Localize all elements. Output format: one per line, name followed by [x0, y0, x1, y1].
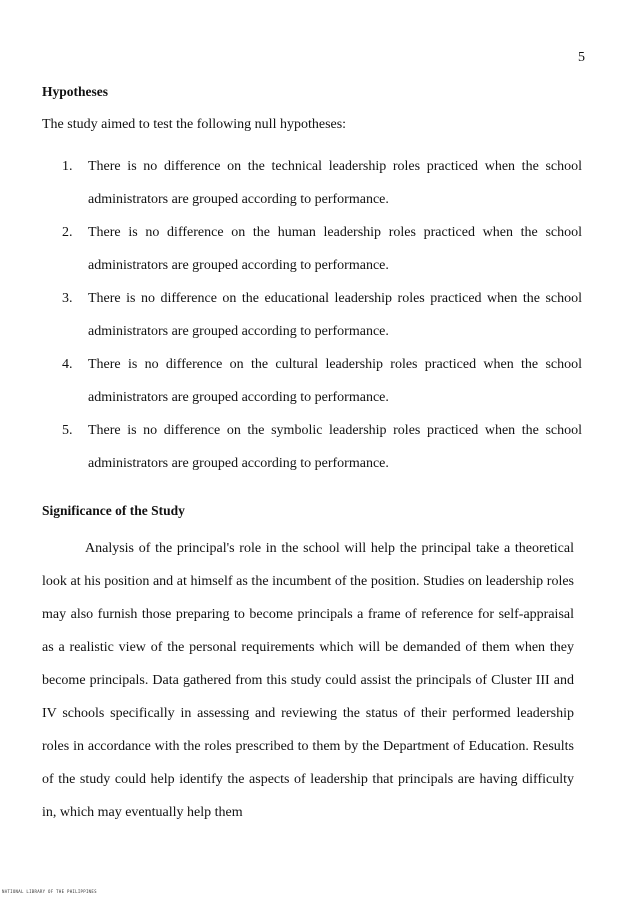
hypothesis-item: [42, 348, 582, 414]
significance-heading: Significance of the Study: [42, 503, 185, 518]
page-number: 5: [578, 50, 585, 65]
hypothesis-text: There is no difference on the educational leadership roles practiced when the school administrators are grouped according to performance.: [88, 291, 582, 339]
hypothesis-number: 3.: [62, 291, 73, 306]
hypothesis-text: There is no difference on the human leadership roles practiced when the school administrators are grouped according to performance.: [88, 225, 582, 273]
hypotheses-list: [42, 150, 582, 480]
hypotheses-heading: Hypotheses: [42, 84, 109, 99]
hypothesis-number: 5.: [62, 423, 73, 438]
hypothesis-text: There is no difference on the cultural leadership roles practiced when the school administrators are grouped according to performance.: [88, 357, 582, 405]
significance-paragraph: Analysis of the principal's role in the school will help the principal take a theoretical look at his position and at himself as the incumbent of the position. Studies on leadership roles may also furnish those preparing to become principals a frame of reference for self-appraisal as a realistic view of the personal requirements which will be demanded of them when they become principals. Data gathered from this study could assist the principals of Cluster III and IV schools specifically in assessing and reviewing the status of their performed leadership roles in accordance with the roles prescribed to them by the Department of Education. Results of the study could help identify the aspects of leadership that principals are having difficulty in, which may eventually help them: [42, 541, 574, 820]
hypothesis-text: There is no difference on the technical leadership roles practiced when the school administrators are grouped according to performance.: [88, 159, 582, 207]
hypothesis-item: [42, 150, 582, 216]
hypothesis-number: 2.: [62, 225, 73, 240]
hypothesis-text: There is no difference on the symbolic leadership roles practiced when the school administrators are grouped according to performance.: [88, 423, 582, 471]
hypothesis-number: 4.: [62, 357, 73, 372]
hypothesis-number: 1.: [62, 159, 73, 174]
hypothesis-item: [42, 216, 582, 282]
hypothesis-item: [42, 282, 582, 348]
library-stamp: NATIONAL LIBRARY OF THE PHILIPPINES: [2, 889, 97, 894]
hypothesis-item: [42, 414, 582, 480]
hypotheses-intro: The study aimed to test the following null hypotheses:: [42, 117, 347, 132]
